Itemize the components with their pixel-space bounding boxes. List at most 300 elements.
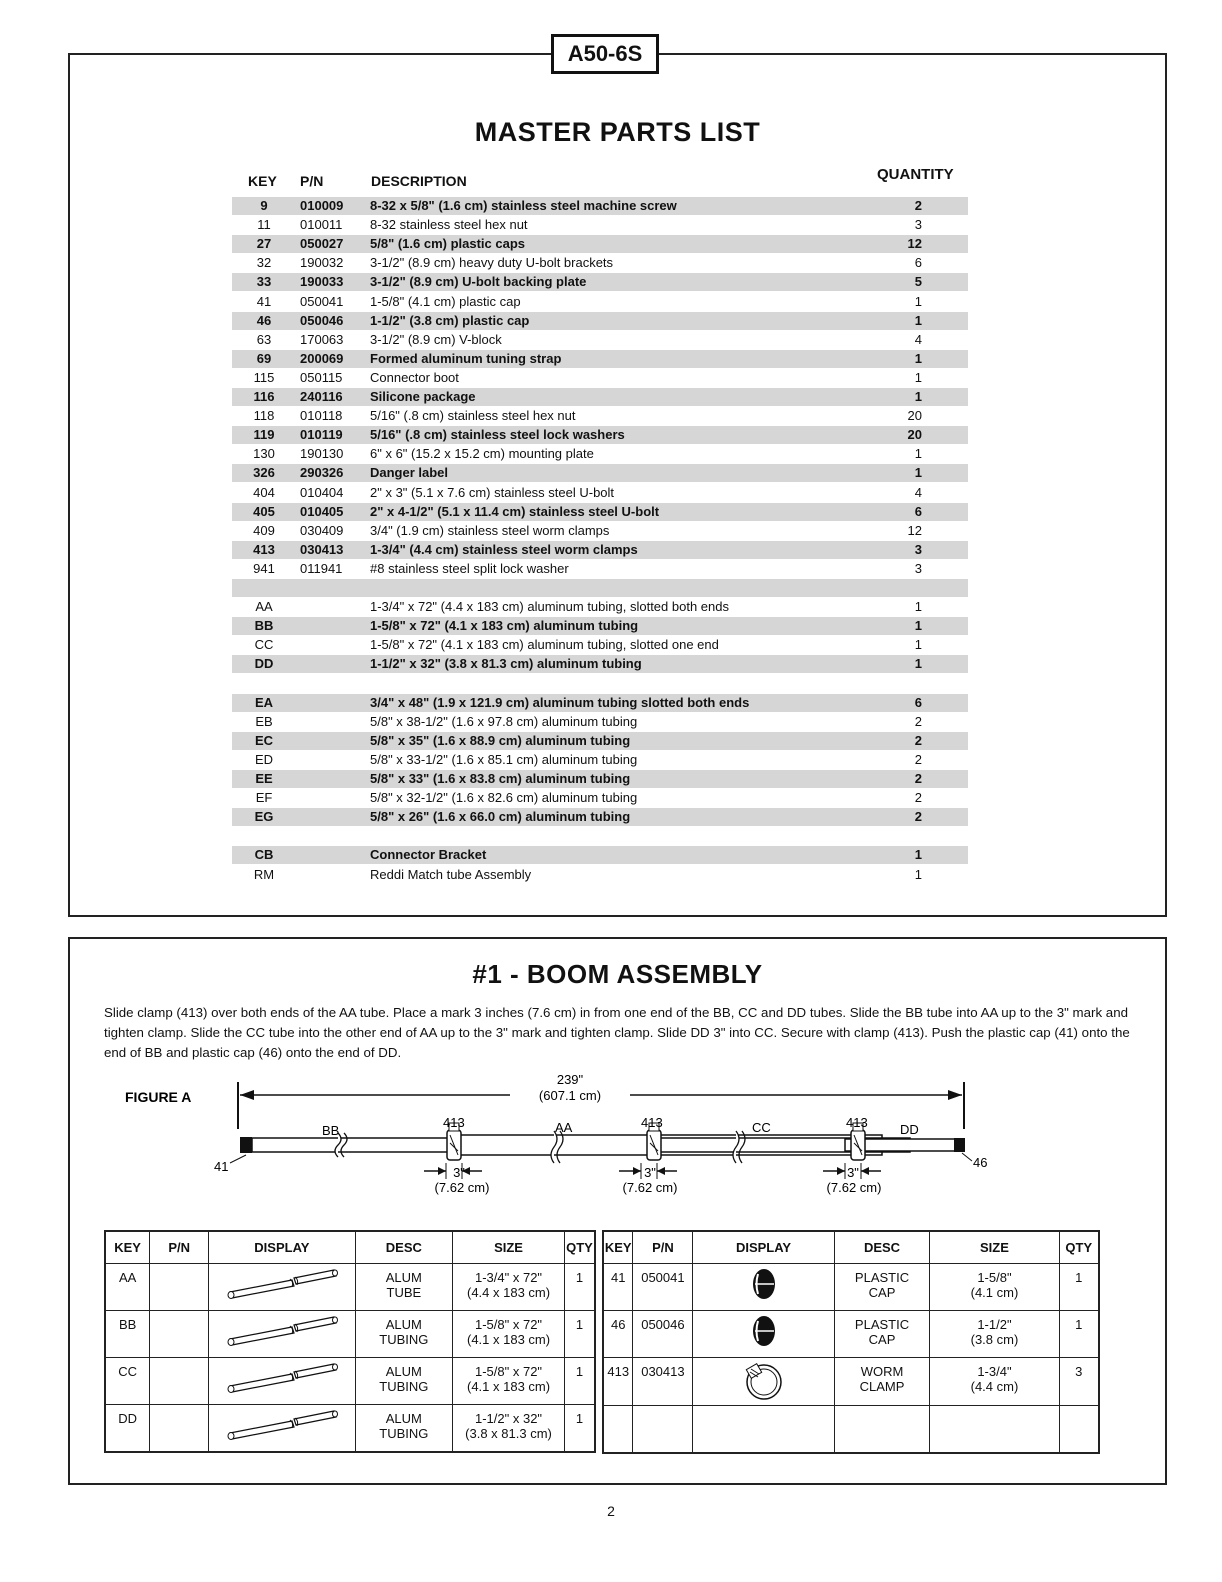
part-quantity: 3 (914, 561, 922, 576)
size-line1: 1-1/2" x 32" (475, 1411, 543, 1426)
part-description: 2" x 4-1/2" (5.1 x 11.4 cm) stainless steel U-bolt (370, 504, 660, 519)
part-quantity: 1 (914, 389, 922, 404)
overall-length-in: 239" (556, 1072, 584, 1087)
table-header-row (105, 1231, 595, 1264)
part-quantity: 20 (907, 427, 922, 442)
desc-line2: CAP (868, 1332, 896, 1347)
part-description: Connector Bracket (370, 847, 487, 862)
parts-row (232, 388, 968, 406)
col-key: KEY (603, 1231, 633, 1264)
cell-key: 41 (603, 1264, 633, 1311)
table-row (105, 1405, 595, 1452)
part-description: 1-5/8" (4.1 cm) plastic cap (370, 294, 521, 309)
part-description: 8-32 stainless steel hex nut (370, 217, 528, 232)
part-key: 41 (256, 294, 272, 309)
parts-row (232, 369, 968, 387)
part-quantity: 1 (914, 313, 922, 328)
part-quantity: 2 (914, 809, 922, 824)
part-description: 3-1/2" (8.9 cm) heavy duty U-bolt brackets (370, 255, 614, 270)
part-description: 5/8" x 33-1/2" (1.6 x 85.1 cm) aluminum tubing (370, 752, 638, 767)
end-cap-41 (240, 1137, 252, 1153)
part-description: 5/8" x 33" (1.6 x 83.8 cm) aluminum tubing (370, 771, 631, 786)
desc-line1: ALUM (385, 1364, 422, 1379)
part-quantity: 1 (914, 847, 922, 862)
part-quantity: 6 (914, 504, 922, 519)
part-key: EG (254, 809, 274, 824)
size-line2: (4.1 x 183 cm) (466, 1332, 551, 1347)
col-key: KEY (105, 1231, 150, 1264)
cell-size (930, 1264, 1059, 1311)
part-number: 030409 (300, 523, 344, 538)
part-key: 409 (253, 523, 275, 538)
size-line2: (4.1 cm) (970, 1285, 1019, 1300)
part-quantity: 6 (914, 255, 922, 270)
part-number: 030413 (300, 542, 344, 557)
parts-row (232, 541, 968, 559)
cell-desc (834, 1358, 930, 1406)
desc-line2: TUBE (386, 1285, 422, 1300)
part-key: 9 (260, 198, 268, 213)
part-number: 190130 (300, 446, 344, 461)
parts-row (232, 598, 968, 616)
overlap-cm-3: (7.62 cm) (826, 1180, 882, 1195)
parts-row (232, 751, 968, 769)
label-cap-46: 46 (973, 1155, 988, 1170)
overlap-cm-1: (7.62 cm) (434, 1180, 490, 1195)
part-description: 2" x 3" (5.1 x 7.6 cm) stainless steel U-bolt (370, 485, 615, 500)
cell-desc (355, 1264, 453, 1311)
part-quantity: 1 (914, 618, 922, 633)
size-line1: 1-5/8" x 72" (475, 1364, 543, 1379)
col-size: SIZE (453, 1231, 565, 1264)
dim-arrow-left (240, 1090, 254, 1100)
parts-row (232, 579, 968, 597)
overlap-dim-3 (823, 1163, 881, 1195)
part-quantity: 12 (907, 236, 922, 251)
parts-row (232, 235, 968, 253)
part-description: Reddi Match tube Assembly (370, 867, 532, 882)
part-key: 46 (256, 313, 272, 328)
tube-bb (252, 1138, 462, 1152)
cell-display (693, 1264, 834, 1311)
part-description: 5/8" x 26" (1.6 x 66.0 cm) aluminum tubing (370, 809, 631, 824)
part-number: 010119 (300, 427, 343, 442)
part-number: 240116 (300, 389, 343, 404)
tube-icon (222, 1407, 342, 1443)
cell-display (693, 1358, 834, 1406)
desc-line1: ALUM (385, 1411, 422, 1426)
dim-arrow-right (948, 1090, 962, 1100)
col-qty: QTY (1059, 1231, 1099, 1264)
part-description: 5/8" (1.6 cm) plastic caps (370, 236, 526, 251)
cell-desc (834, 1311, 930, 1358)
parts-row (232, 636, 968, 654)
col-pn: P/N (150, 1231, 209, 1264)
parts-row (232, 426, 968, 444)
part-description: Silicone package (370, 389, 476, 404)
part-quantity: 1 (914, 637, 922, 652)
part-number: 050041 (300, 294, 344, 309)
cell-size (930, 1358, 1059, 1406)
part-quantity: 2 (914, 790, 922, 805)
parts-row (232, 827, 968, 845)
table-row (603, 1358, 1099, 1406)
desc-line2: TUBING (379, 1426, 429, 1441)
parts-row (232, 522, 968, 540)
cell-size (453, 1264, 565, 1311)
part-number: 190032 (300, 255, 344, 270)
figure-label: FIGURE A (125, 1089, 192, 1105)
desc-line1: WORM (860, 1364, 904, 1379)
table-header-row (603, 1231, 1099, 1264)
part-description: 1-1/2" (3.8 cm) plastic cap (370, 313, 530, 328)
page-number: 2 (607, 1503, 615, 1519)
size-line2: (3.8 x 81.3 cm) (465, 1426, 552, 1441)
part-key: EC (254, 733, 274, 748)
header-quantity: QUANTITY (877, 166, 954, 183)
part-quantity: 3 (914, 542, 922, 557)
part-description: 3/4" (1.9 cm) stainless steel worm clamps (370, 523, 610, 538)
part-quantity: 2 (914, 733, 922, 748)
part-quantity: 2 (914, 771, 922, 786)
cell-size (930, 1311, 1059, 1358)
label-clamp-left: 413 (443, 1115, 465, 1130)
cell-key: CC (105, 1358, 150, 1405)
part-quantity: 1 (914, 294, 922, 309)
cell-qty: 1 (564, 1405, 595, 1452)
part-number: 190033 (300, 274, 344, 289)
part-key: 130 (253, 446, 275, 461)
cell-key: BB (105, 1311, 150, 1358)
overlap-in-1: 3" (453, 1165, 465, 1180)
part-key: CC (254, 637, 274, 652)
parts-row (232, 197, 968, 215)
table-row (603, 1264, 1099, 1311)
size-line1: 1-3/4" (977, 1364, 1012, 1379)
end-cap-46 (954, 1138, 965, 1152)
cell-pn: 030413 (633, 1358, 693, 1406)
cell-pn (150, 1405, 209, 1452)
master-parts-list-panel (68, 53, 1167, 917)
figure-a-diagram (70, 939, 1169, 1219)
desc-line2: CLAMP (859, 1379, 905, 1394)
part-key: RM (253, 867, 275, 882)
size-line2: (4.1 x 183 cm) (466, 1379, 551, 1394)
label-clamp-right: 413 (846, 1115, 868, 1130)
part-key: 405 (253, 504, 275, 519)
part-description: 5/8" x 38-1/2" (1.6 x 97.8 cm) aluminum tubing (370, 714, 638, 729)
part-number: 050027 (300, 236, 344, 251)
part-key: 32 (256, 255, 272, 270)
part-number: 050046 (300, 313, 344, 328)
cell-qty: 1 (564, 1311, 595, 1358)
desc-line2: TUBING (379, 1379, 429, 1394)
part-key: EF (255, 790, 273, 805)
desc-line1: PLASTIC (854, 1270, 910, 1285)
part-quantity: 3 (914, 217, 922, 232)
part-quantity: 12 (907, 523, 922, 538)
parts-row (232, 273, 968, 291)
label-clamp-mid: 413 (641, 1115, 663, 1130)
part-description: 1-5/8" x 72" (4.1 x 183 cm) aluminum tubing (370, 618, 639, 633)
part-key: 413 (253, 542, 275, 557)
plastic-cap-icon (749, 1313, 779, 1349)
col-pn: P/N (633, 1231, 693, 1264)
cell-qty: 1 (1059, 1264, 1099, 1311)
part-quantity: 1 (914, 599, 922, 614)
part-key: 11 (257, 217, 271, 232)
tubing-parts-table (104, 1230, 596, 1453)
table-row (105, 1311, 595, 1358)
tube-icon (222, 1360, 342, 1396)
part-quantity: 1 (914, 351, 922, 366)
part-quantity: 20 (907, 408, 922, 423)
parts-row (232, 732, 968, 750)
part-quantity: 1 (914, 867, 922, 882)
part-number: 010009 (300, 198, 344, 213)
part-key: 115 (253, 370, 275, 385)
parts-row (232, 675, 968, 693)
header-pn: P/N (300, 173, 324, 189)
label-dd: DD (900, 1122, 919, 1137)
part-key: 33 (256, 274, 272, 289)
parts-row (232, 866, 968, 884)
size-line1: 1-3/4" x 72" (475, 1270, 543, 1285)
part-description: Formed aluminum tuning strap (370, 351, 562, 366)
col-display: DISPLAY (693, 1231, 834, 1264)
cell-desc (834, 1264, 930, 1311)
desc-line1: ALUM (385, 1270, 422, 1285)
cell-qty (1059, 1406, 1099, 1453)
parts-row (232, 789, 968, 807)
label-cc: CC (752, 1120, 771, 1135)
desc-line2: CAP (868, 1285, 896, 1300)
label-aa: AA (555, 1120, 573, 1135)
part-quantity: 2 (914, 198, 922, 213)
part-description: 5/8" x 32-1/2" (1.6 x 82.6 cm) aluminum tubing (370, 790, 638, 805)
part-key: 941 (253, 561, 275, 576)
cell-qty: 1 (564, 1264, 595, 1311)
parts-row (232, 560, 968, 578)
cell-pn: 050041 (633, 1264, 693, 1311)
part-description: 1-5/8" x 72" (4.1 x 183 cm) aluminum tubing, slotted one end (370, 637, 719, 652)
part-description: 3/4" x 48" (1.9 x 121.9 cm) aluminum tubing slotted both ends (370, 695, 750, 710)
table-row (603, 1311, 1099, 1358)
worm-clamp-icon (742, 1360, 786, 1402)
parts-row (232, 655, 968, 673)
part-quantity: 5 (914, 274, 922, 289)
parts-row (232, 503, 968, 521)
part-key: 119 (253, 427, 275, 442)
hardware-parts-table (602, 1230, 1100, 1454)
part-description: 5/8" x 35" (1.6 x 88.9 cm) aluminum tubing (370, 733, 631, 748)
cell-size (930, 1406, 1059, 1453)
cell-key: 46 (603, 1311, 633, 1358)
part-number: 200069 (300, 351, 344, 366)
cell-desc (355, 1405, 453, 1452)
cell-key: DD (105, 1405, 150, 1452)
overlap-dim-1 (424, 1163, 489, 1195)
part-quantity: 1 (914, 370, 922, 385)
cell-key (603, 1406, 633, 1453)
part-number: 050115 (300, 370, 343, 385)
part-number: 170063 (300, 332, 344, 347)
cell-pn (150, 1358, 209, 1405)
parts-row (232, 484, 968, 502)
tube-icon (222, 1266, 342, 1302)
cell-pn: 050046 (633, 1311, 693, 1358)
part-quantity: 1 (914, 656, 922, 671)
part-description: 5/16" (.8 cm) stainless steel hex nut (370, 408, 576, 423)
cell-desc (355, 1358, 453, 1405)
cell-display (209, 1311, 355, 1358)
overlap-cm-2: (7.62 cm) (622, 1180, 678, 1195)
cell-pn (150, 1311, 209, 1358)
part-description: 1-3/4" x 72" (4.4 x 183 cm) aluminum tubing, slotted both ends (370, 599, 729, 614)
model-number-tag: A50-6S (551, 34, 659, 74)
size-line2: (4.4 cm) (970, 1379, 1019, 1394)
cell-pn (150, 1264, 209, 1311)
parts-row (232, 694, 968, 712)
cell-qty: 1 (1059, 1311, 1099, 1358)
parts-row (232, 407, 968, 425)
part-key: ED (254, 752, 274, 767)
part-number: 010404 (300, 485, 344, 500)
col-display: DISPLAY (209, 1231, 355, 1264)
boom-assembly-panel (68, 937, 1167, 1485)
part-number: 010011 (300, 217, 343, 232)
part-number: 011941 (300, 561, 343, 576)
part-quantity: 2 (914, 714, 922, 729)
parts-row (232, 216, 968, 234)
parts-row (232, 808, 968, 826)
parts-row (232, 770, 968, 788)
overall-length-cm: (607.1 cm) (538, 1088, 602, 1103)
desc-line1: PLASTIC (854, 1317, 910, 1332)
part-key: BB (254, 618, 274, 633)
size-line2: (4.4 x 183 cm) (466, 1285, 551, 1300)
header-description: DESCRIPTION (371, 173, 467, 189)
parts-row (232, 350, 968, 368)
overlap-dim-2 (619, 1163, 677, 1195)
part-key: EA (254, 695, 274, 710)
part-description: 6" x 6" (15.2 x 15.2 cm) mounting plate (370, 446, 594, 461)
cell-qty: 1 (564, 1358, 595, 1405)
part-key: 63 (256, 332, 272, 347)
part-quantity: 1 (914, 465, 922, 480)
cell-display (693, 1311, 834, 1358)
part-quantity: 1 (914, 446, 922, 461)
desc-line1: ALUM (385, 1317, 422, 1332)
size-line1: 1-5/8" (977, 1270, 1012, 1285)
cell-size (453, 1358, 565, 1405)
col-desc: DESC (834, 1231, 930, 1264)
header-key: KEY (248, 173, 277, 189)
part-key: 404 (253, 485, 275, 500)
page-title: MASTER PARTS LIST (474, 117, 761, 147)
size-line1: 1-1/2" (977, 1317, 1012, 1332)
part-number: 010118 (300, 408, 343, 423)
part-description: #8 stainless steel split lock washer (370, 561, 569, 576)
part-quantity: 2 (914, 752, 922, 767)
parts-row (232, 617, 968, 635)
table-row (105, 1358, 595, 1405)
parts-row (232, 713, 968, 731)
overlap-in-2: 3" (644, 1165, 656, 1180)
cell-display (209, 1358, 355, 1405)
part-key: EB (255, 714, 273, 729)
table-row (603, 1406, 1099, 1453)
part-description: 1-3/4" (4.4 cm) stainless steel worm clamps (370, 542, 638, 557)
tube-icon (222, 1313, 342, 1349)
parts-row (232, 445, 968, 463)
part-description: 1-1/2" x 32" (3.8 x 81.3 cm) aluminum tubing (370, 656, 642, 671)
desc-line2: TUBING (379, 1332, 429, 1347)
part-quantity: 4 (914, 332, 922, 347)
assembly-instructions: Slide clamp (413) over both ends of the AA tube. Place a mark 3 inches (7.6 cm) in from one end of the BB, CC and DD tubes. Slide the BB tube into AA up to the 3" mark and tighten clamp. Slide the CC tube into the other end of AA up to the 3" mark and tighten clamp. Slide DD 3" into CC. Secure with clamp (413). Push the plastic cap (41) onto the end of BB and plastic cap (46) onto the end of DD. (104, 1005, 1130, 1060)
part-key: EE (255, 771, 273, 786)
part-quantity: 6 (914, 695, 922, 710)
col-qty: QTY (564, 1231, 595, 1264)
part-description: Connector boot (370, 370, 459, 385)
cell-pn (633, 1406, 693, 1453)
part-number: 010405 (300, 504, 344, 519)
cell-size (453, 1311, 565, 1358)
part-key: AA (255, 599, 273, 614)
plastic-cap-icon (749, 1266, 779, 1302)
overlap-in-3: 3" (847, 1165, 859, 1180)
parts-row (232, 846, 968, 864)
part-key: 326 (253, 465, 275, 480)
part-key: 27 (256, 236, 272, 251)
cell-key: 413 (603, 1358, 633, 1406)
parts-row (232, 464, 968, 482)
cell-desc (355, 1311, 453, 1358)
cell-desc (834, 1406, 930, 1453)
section-title: #1 - BOOM ASSEMBLY (472, 959, 763, 989)
size-line1: 1-5/8" x 72" (475, 1317, 543, 1332)
cell-key: AA (105, 1264, 150, 1311)
size-line2: (3.8 cm) (970, 1332, 1019, 1347)
part-description: 5/16" (.8 cm) stainless steel lock washers (370, 427, 625, 442)
parts-row (232, 254, 968, 272)
part-key: 69 (256, 351, 272, 366)
col-size: SIZE (930, 1231, 1059, 1264)
part-description: 3-1/2" (8.9 cm) V-block (370, 332, 502, 347)
part-key: CB (254, 847, 274, 862)
part-quantity: 4 (914, 485, 922, 500)
cell-display (693, 1406, 834, 1453)
cell-size (453, 1405, 565, 1452)
parts-row (232, 331, 968, 349)
cell-display (209, 1405, 355, 1452)
table-row (105, 1264, 595, 1311)
cell-display (209, 1264, 355, 1311)
parts-row (232, 312, 968, 330)
cell-qty: 3 (1059, 1358, 1099, 1406)
part-number: 290326 (300, 465, 344, 480)
label-bb: BB (322, 1123, 340, 1138)
part-key: 118 (253, 408, 275, 423)
part-key: 116 (253, 389, 275, 404)
part-key: DD (254, 656, 274, 671)
label-cap-41: 41 (214, 1159, 229, 1174)
col-desc: DESC (355, 1231, 453, 1264)
part-description: Danger label (370, 465, 449, 480)
parts-row (232, 293, 968, 311)
part-description: 8-32 x 5/8" (1.6 cm) stainless steel machine screw (370, 198, 677, 213)
part-description: 3-1/2" (8.9 cm) U-bolt backing plate (370, 274, 587, 289)
